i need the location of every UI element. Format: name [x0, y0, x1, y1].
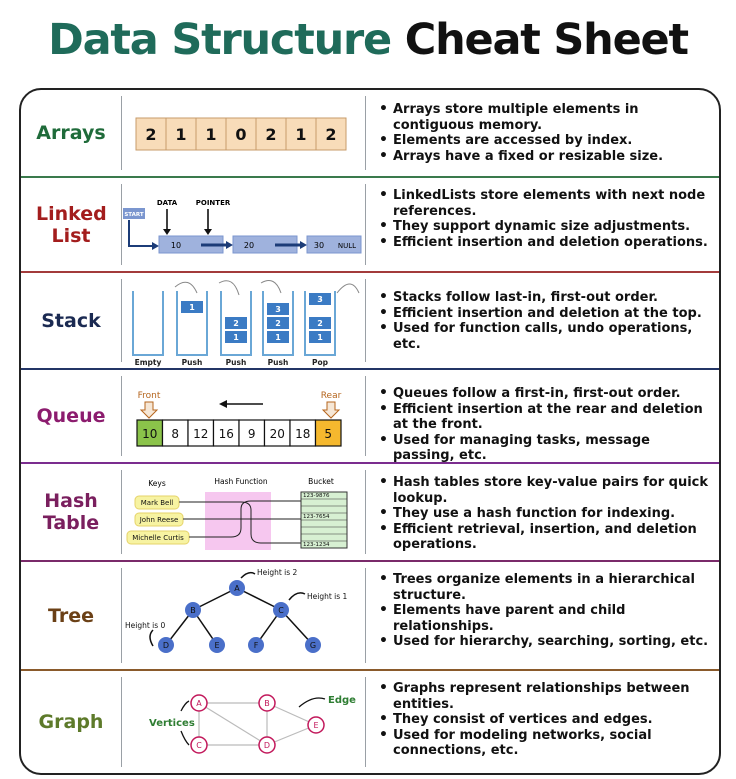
- divider: [121, 470, 122, 554]
- height-curve-arrow: [289, 593, 305, 600]
- stack-illustration: [123, 273, 363, 368]
- front-arrow-icon: [141, 402, 157, 418]
- bullet-list-linked-list: [377, 188, 713, 250]
- divider: [365, 184, 366, 265]
- bullet-list-hash-table: [377, 475, 713, 553]
- section-label-text: Linked List: [36, 202, 107, 247]
- divider: [365, 568, 366, 663]
- height-curve-arrow: [150, 630, 153, 646]
- hash-table-illustration: [123, 464, 363, 560]
- section-label-stack: Stack: [41, 309, 101, 332]
- queue-cell-value: 16: [218, 427, 234, 441]
- bucket-value: 123-9876: [303, 493, 330, 499]
- queue-illustration: [123, 370, 363, 462]
- height-curve-arrow: [241, 573, 255, 578]
- linked-list-illustration: [123, 178, 363, 271]
- stack-value: 1: [317, 333, 323, 342]
- bullet-item: • They support dynamic size adjustments.: [377, 219, 713, 235]
- stack-caption: Pop: [311, 358, 329, 367]
- stack-value: 2: [317, 319, 323, 328]
- node-value: 20: [243, 241, 255, 250]
- start-label: START: [124, 212, 144, 218]
- tree-node-label: B: [190, 606, 196, 615]
- tree-node-label: E: [214, 641, 220, 650]
- array-cell-value: 1: [205, 125, 217, 144]
- push-curve-arrow: [175, 282, 197, 293]
- bullet-item: • Stacks follow last-in, first-out order.: [377, 290, 713, 306]
- stack-value: 2: [275, 319, 281, 328]
- node-value: 30: [313, 241, 325, 250]
- array-cell-value: 2: [325, 125, 337, 144]
- bullet-item: • Queues follow a first-in, first-out order.: [377, 386, 713, 402]
- vertex-label: B: [264, 699, 270, 708]
- row-graph: [21, 671, 719, 773]
- direction-arrowhead: [219, 400, 227, 408]
- title-part-2: Cheat Sheet: [404, 15, 688, 65]
- divider: [365, 677, 366, 767]
- array-cells: [136, 118, 346, 150]
- data-label: DATA: [156, 199, 178, 207]
- queue-cell-value: 9: [247, 427, 256, 441]
- pointer-label: POINTER: [195, 199, 231, 207]
- section-label-arrays: Arrays: [36, 122, 106, 144]
- stack-caption: Push: [267, 358, 289, 367]
- edge-label: Edge: [328, 695, 356, 706]
- array-cell-value: 0: [235, 125, 247, 144]
- stack-value: 3: [275, 305, 281, 314]
- stack-value: 1: [189, 303, 195, 312]
- row-queue: [21, 370, 719, 464]
- stack-container: [133, 291, 163, 355]
- front-label: Front: [137, 391, 161, 401]
- row-hash-table: [21, 464, 719, 562]
- array-illustration: [123, 90, 363, 176]
- section-label-tree: Tree: [47, 604, 94, 627]
- bullet-item: • Elements have parent and child relationships.: [377, 603, 713, 634]
- bullet-list-stack: [377, 290, 713, 352]
- vertex-label: C: [196, 741, 202, 750]
- pointer-arrow: [181, 731, 189, 745]
- queue-cell-value: 8: [171, 427, 180, 441]
- array-cell-value: 2: [265, 125, 277, 144]
- queue-cell-value: 20: [269, 427, 285, 441]
- queue-cells: [137, 420, 341, 446]
- graph-edge: [199, 703, 267, 745]
- bullet-item: • Efficient retrieval, insertion, and deletion operations.: [377, 522, 713, 553]
- queue-cell-value: 10: [142, 427, 158, 441]
- page-title: [0, 8, 736, 72]
- bucket-value: 123-1234: [303, 542, 330, 548]
- data-arrowhead: [163, 229, 171, 235]
- start-arrowhead: [152, 242, 159, 250]
- bullet-list-tree: [377, 572, 713, 650]
- start-arrow: [129, 220, 153, 246]
- graph-illustration: [123, 671, 363, 773]
- stack-container: [177, 291, 207, 355]
- tree-node-label: C: [278, 606, 284, 615]
- tree-illustration: [123, 562, 363, 669]
- divider: [365, 470, 366, 554]
- row-stack: [21, 273, 719, 370]
- array-cell-value: 2: [145, 125, 157, 144]
- node-value: 10: [170, 241, 182, 250]
- vertex-label: D: [263, 741, 271, 750]
- divider: [121, 184, 122, 265]
- tree-node-label: D: [162, 641, 170, 650]
- section-label-graph: Graph: [38, 711, 104, 733]
- section-label-text: Hash Table: [42, 490, 100, 534]
- bullet-item: • Used for hierarchy, searching, sorting, etc.: [377, 634, 713, 650]
- bullet-item: • Efficient insertion and deletion at the top.: [377, 306, 713, 322]
- divider: [121, 279, 122, 362]
- key-text: Michelle Curtis: [132, 534, 184, 542]
- bullet-item: • Trees organize elements in a hierarchical structure.: [377, 572, 713, 603]
- array-cell-value: 1: [295, 125, 307, 144]
- bullet-item: • Hash tables store key-value pairs for quick lookup.: [377, 475, 713, 506]
- next-arrowhead: [300, 241, 307, 249]
- bullet-item: • Used for modeling networks, social connections, etc.: [377, 728, 713, 759]
- title-part-1: Data Structure: [48, 15, 391, 65]
- array-cell-value: 1: [175, 125, 187, 144]
- bullet-item: • Used for function calls, undo operations, etc.: [377, 321, 713, 352]
- divider: [365, 96, 366, 170]
- tree-node-label: F: [253, 641, 259, 650]
- rear-arrow-icon: [323, 402, 339, 418]
- queue-cell-value: 5: [324, 427, 333, 441]
- divider: [121, 96, 122, 170]
- pointer-arrowhead: [204, 229, 212, 235]
- bullet-item: • Efficient insertion at the rear and deletion at the front.: [377, 402, 713, 433]
- bullet-list-queue: [377, 386, 713, 464]
- height-label: Height is 1: [307, 592, 348, 601]
- row-linked-list: [21, 178, 719, 273]
- bullet-item: • They consist of vertices and edges.: [377, 712, 713, 728]
- null-label: NULL: [337, 242, 357, 250]
- bucket-header: Bucket: [308, 477, 334, 486]
- divider: [121, 568, 122, 663]
- height-label: Height is 0: [125, 621, 166, 630]
- queue-cell-value: 12: [193, 427, 209, 441]
- stack-caption: Push: [181, 358, 203, 367]
- stack-value: 3: [317, 295, 323, 304]
- height-label: Height is 2: [257, 568, 298, 577]
- stack-caption: Push: [225, 358, 247, 367]
- vertex-label: A: [196, 699, 202, 708]
- stack-value: 1: [275, 333, 281, 342]
- divider: [365, 376, 366, 456]
- bucket-value: 123-7654: [303, 514, 330, 520]
- pointer-arrow: [299, 698, 325, 707]
- pop-curve-arrow: [337, 284, 359, 293]
- bullet-item: • Elements are accessed by index.: [377, 133, 713, 149]
- stack-caption: Empty: [134, 358, 162, 367]
- stack-value: 2: [233, 319, 239, 328]
- bullet-list-arrays: [377, 102, 713, 164]
- key-text: Mark Bell: [140, 499, 174, 507]
- section-label-queue: Queue: [36, 405, 106, 427]
- row-tree: [21, 562, 719, 671]
- row-arrays: [21, 90, 719, 178]
- bullet-item: • Used for managing tasks, message passing, etc.: [377, 433, 713, 464]
- section-label-hash-table: [21, 464, 121, 560]
- tree-node-label: G: [309, 641, 317, 650]
- bullet-list-graph: [377, 681, 713, 759]
- bullet-item: • Graphs represent relationships between entities.: [377, 681, 713, 712]
- bullet-item: • They use a hash function for indexing.: [377, 506, 713, 522]
- vertex-label: E: [313, 721, 319, 730]
- bullet-item: • Arrays have a fixed or resizable size.: [377, 149, 713, 165]
- vertices-label: Vertices: [149, 718, 195, 729]
- next-arrowhead: [226, 241, 233, 249]
- divider: [121, 677, 122, 767]
- tree-node-label: A: [234, 584, 240, 593]
- key-text: John Reese: [139, 516, 179, 524]
- section-label-linked-list: [21, 178, 121, 271]
- stack-value: 1: [233, 333, 239, 342]
- queue-cell-value: 18: [295, 427, 311, 441]
- bullet-item: • Arrays store multiple elements in contiguous memory.: [377, 102, 713, 133]
- rear-label: Rear: [320, 391, 342, 401]
- bullet-item: • LinkedLists store elements with next node references.: [377, 188, 713, 219]
- cheat-sheet-card: [19, 88, 721, 775]
- keys-header: Keys: [148, 479, 166, 488]
- hash-function-header: Hash Function: [214, 477, 268, 486]
- pointer-arrow: [181, 701, 189, 711]
- bullet-item: • Efficient insertion and deletion operations.: [377, 235, 713, 251]
- divider: [121, 376, 122, 456]
- divider: [365, 279, 366, 362]
